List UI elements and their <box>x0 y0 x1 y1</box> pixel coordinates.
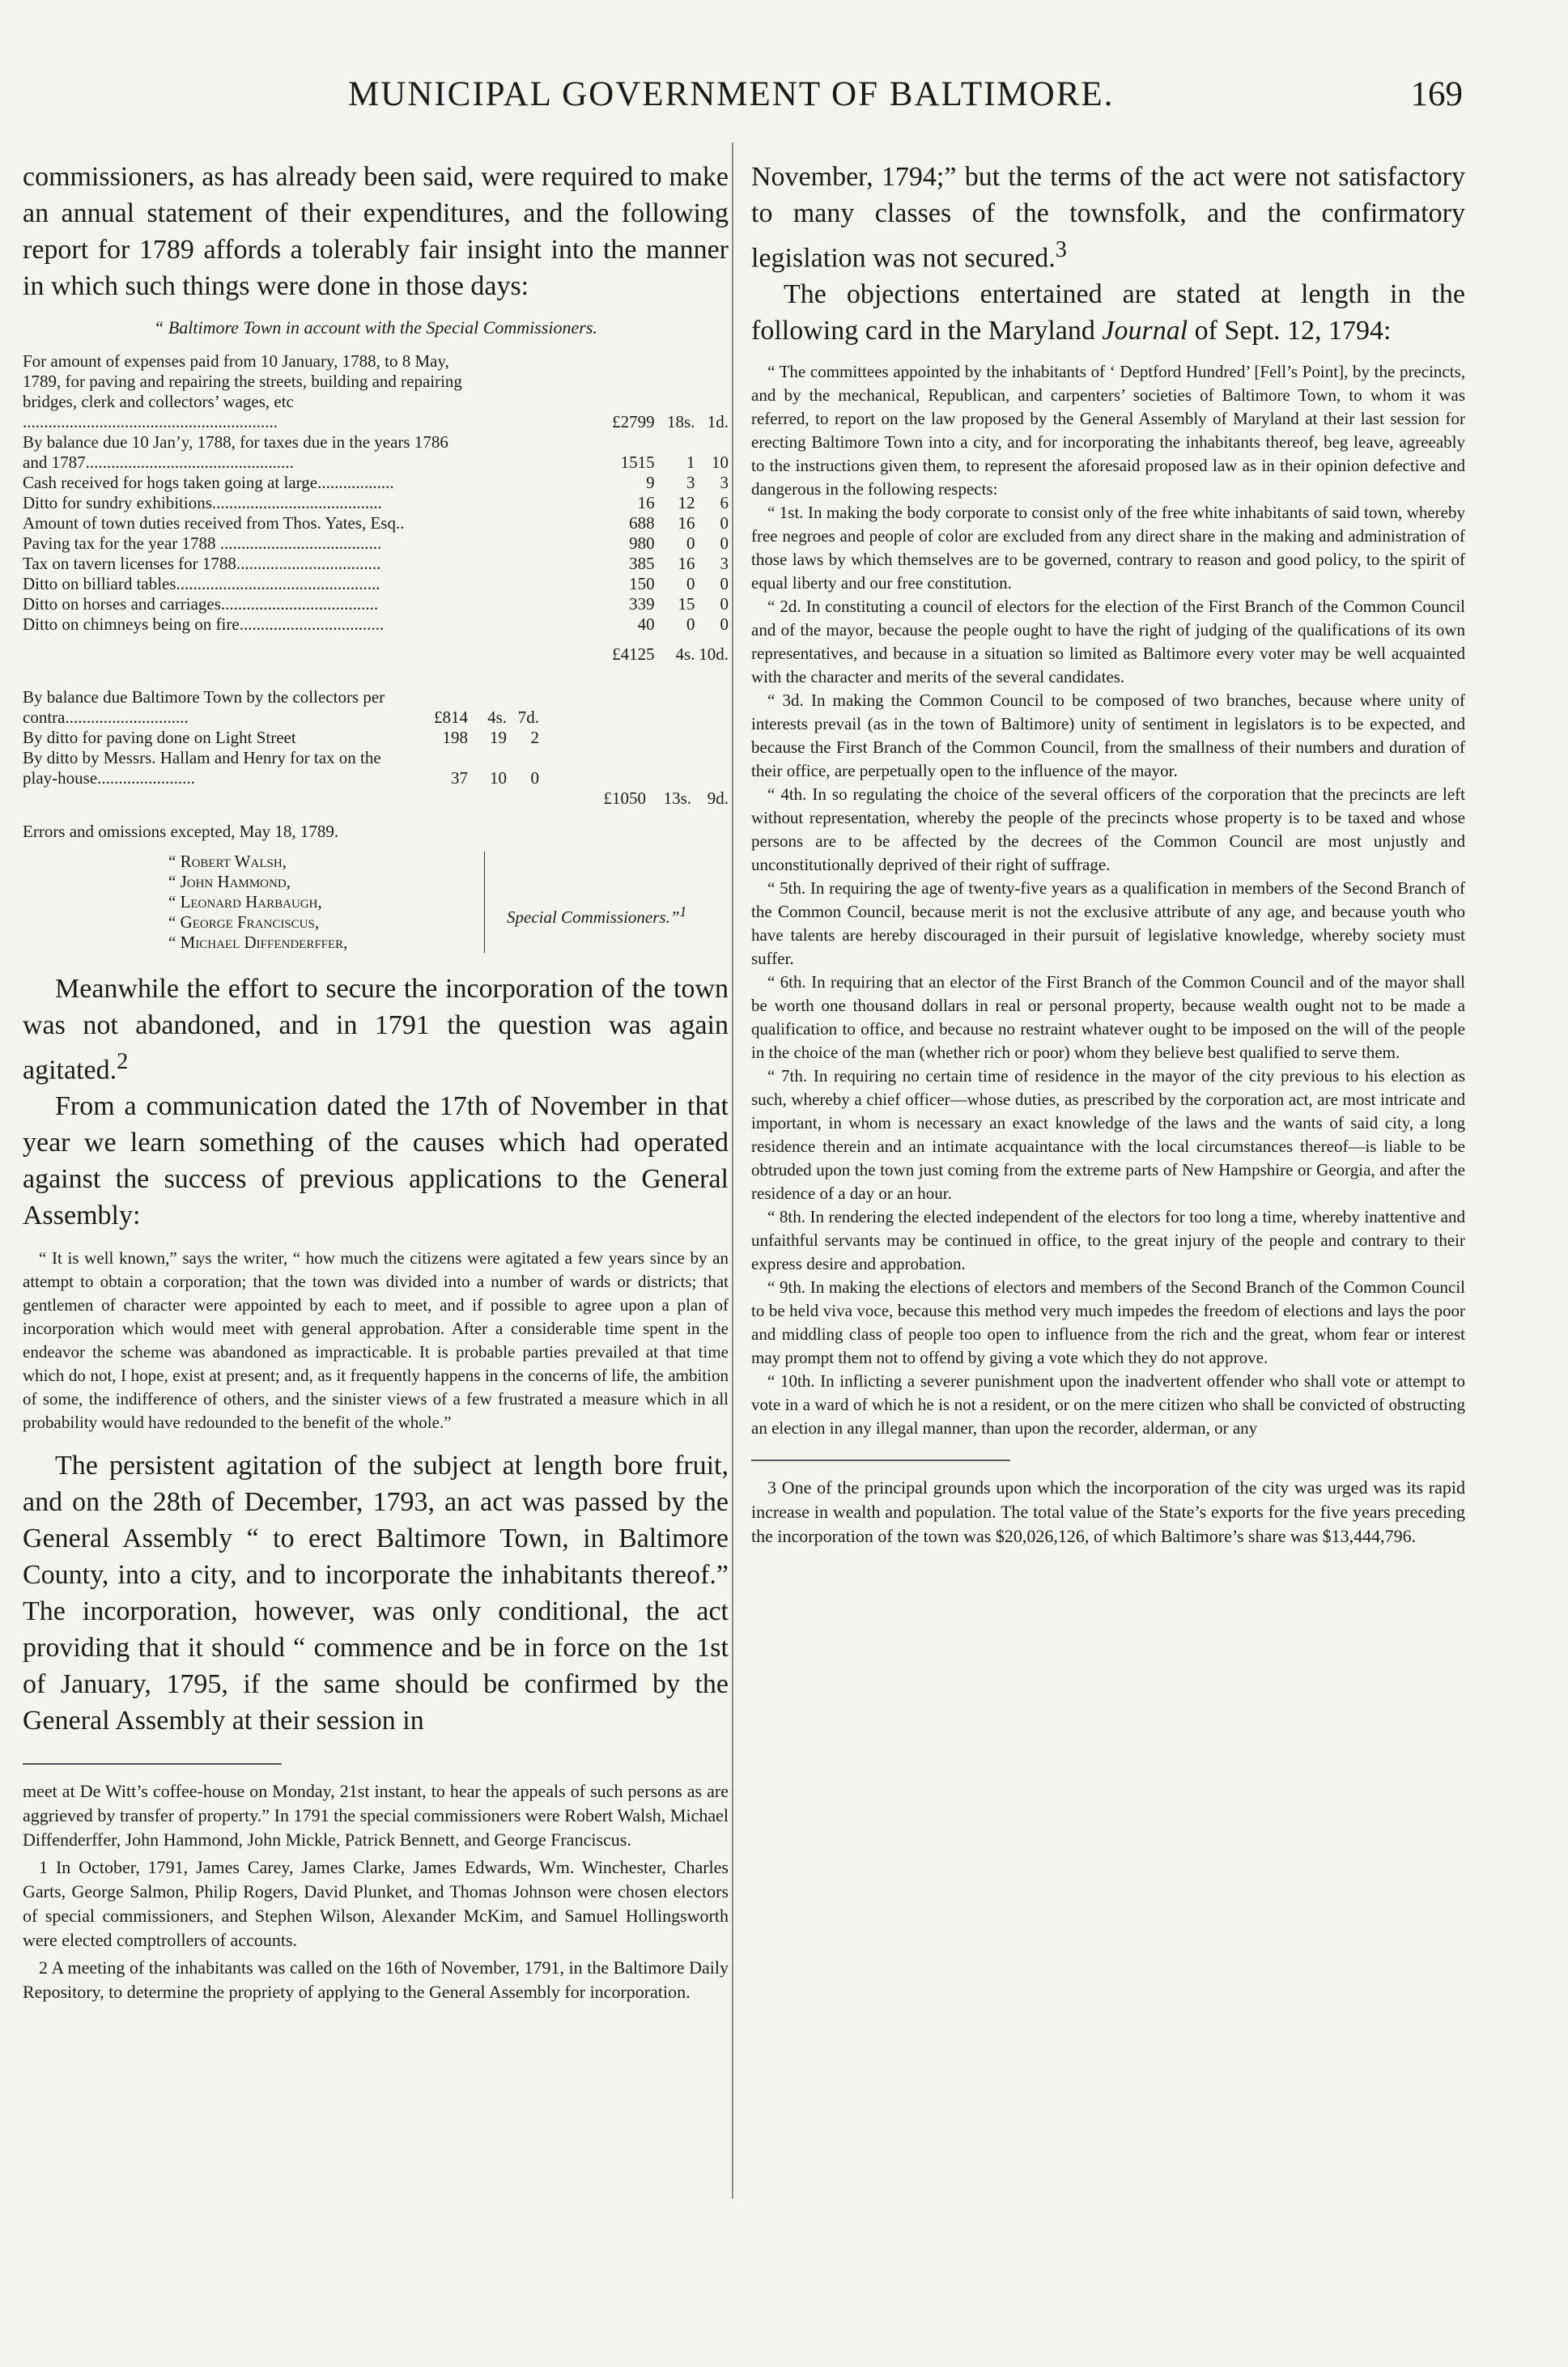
table-cell: 7d. <box>517 708 539 727</box>
signer-names <box>168 852 485 953</box>
table-cell <box>557 493 580 513</box>
card-paragraph: “ 5th. In requiring the age of twenty-five years as a qualification in members of the Second Branch of the Common Council, because merit is not the exclusive attribute of any age, and because youth who have talents are hereby discouraged in their pursuit of legislative knowledge, whereby society must suffer. <box>751 878 1465 969</box>
table-cell: 15 <box>678 594 695 614</box>
footnote: meet at De Witt’s coffee-house on Monday, 21st instant, to hear the appeals of such persons as are aggrieved by transfer of property.” In 1791 the special commissioners were Robert Walsh, Michael Diffenderffer, John Hammond, John Mickle, Patrick Bennett, and George Franciscus. <box>23 1780 729 1850</box>
table-cell <box>539 728 729 748</box>
table-row <box>23 432 729 473</box>
table-cell <box>557 644 580 665</box>
table-cell: 10 <box>712 453 729 472</box>
card-paragraph: “ The committees appointed by the inhabitants of ‘ Deptford Hundred’ [Fell’s Point], by the precincts, and by the mechanical, Republican, and carpenters’ societies of Baltimore Town, to whom it was referred, to report on the law proposed by the General Assembly of Maryland at their last session for erecting Baltimore Town into a city, and for incorporating the inhabitants thereof, beg leave, agreeably to the instructions given them, to represent the aforesaid proposed law as in their opinion defective and dangerous in the following respects: <box>751 362 1465 499</box>
block-quote: “ It is well known,” says the writer, “ how much the citizens were agitated a few years since by an attempt to obtain a corporation; that the town was divided into a number of wards or districts; that gentlemen of character were appointed by each to meet, and if possible to agree upon a plan of incorporation which would meet with general approbation. After a considerable time spent in the endeavor the scheme was abandoned as impracticable. It is probable parties prevailed at that time which do not, I hope, exist at present; and, as it frequently happens in the concerns of life, the ambition of some, the indifference of others, and the sinister views of a few frustrated a measure which in all probability would have redounded to the benefit of the whole.” <box>23 1248 729 1433</box>
table-cell: Paving tax for the year 1788 ...................................... <box>23 533 382 553</box>
report-title: “ Baltimore Town in account with the Special Commissioners. <box>154 317 597 338</box>
paragraph: The persistent agitation of the subject at length bore fruit, and on the 28th of December, 1793, an act was passed by the General Assembly “ to erect Baltimore Town, in Baltimore County, into a city, and to incorporate the inhabitants thereof.” The incorporation, however, was only conditional, the act providing that it should “ commence and be in force on the 1st of January, 1795, if the same should be confirmed by the General Assembly at their session in <box>23 1451 729 1736</box>
table-cell: 40 <box>637 614 655 634</box>
table-cell <box>557 533 580 554</box>
table-cell: 10d. <box>699 644 729 664</box>
table-cell: Ditto on chimneys being on fire.................................. <box>23 614 385 634</box>
table-cell <box>466 351 529 432</box>
table-cell: £814 <box>434 708 468 727</box>
table-row <box>23 351 729 432</box>
table-cell: £2799 <box>612 412 655 431</box>
table-cell <box>529 594 557 614</box>
table-cell <box>466 513 529 533</box>
table-cell <box>557 574 580 594</box>
table-cell: 0 <box>720 574 729 593</box>
table-cell: 16 <box>678 513 695 533</box>
table-cell <box>23 644 466 665</box>
footnote-rule <box>23 1763 282 1765</box>
running-title: MUNICIPAL GOVERNMENT OF BALTIMORE. <box>348 75 1115 113</box>
table-cell <box>529 644 557 665</box>
paragraph <box>751 276 1465 349</box>
table-cell <box>23 788 729 809</box>
paragraph: commissioners, as has already been said, were required to make an annual statement of their expenditures, and the following report for 1789 affords a tolerably fair insight into the manner in which such things were done in those days: <box>23 162 729 301</box>
card-paragraph: “ 7th. In requiring no certain time of residence in the mayor of the city previous to his election as such, whereby a chief officer—whose duties, as prescribed by the corporation act, are most intricate and important, in whom is necessary an exact knowledge of the laws and the wants of said city, a long residence therein and an intimate acquaintance with the local circumstances thereof—is liable to be obtruded upon the town just coming from the extreme parts of New Hampshire or Georgia, and after the residence of a day or an hour. <box>751 1066 1465 1204</box>
table-cell: 4s. <box>675 644 695 664</box>
signer-name: “ Leonard Harbaugh, <box>168 892 322 912</box>
card-paragraph: “ 9th. In making the elections of electors and members of the Second Branch of the Common Council to be held viva voce, because this method very much impedes the freedom of elections and lays the poor and middling class of people too open to influence from the rich and the great, whom fear or interest may prompt them not to offend by giving a vote which they do not approve. <box>751 1277 1465 1368</box>
table-cell: 688 <box>629 513 655 533</box>
table-cell <box>557 594 580 614</box>
table-cell: 3 <box>686 473 695 492</box>
table-cell: 198 <box>442 728 468 747</box>
signers-role <box>507 902 686 928</box>
table-cell: 18s. <box>667 412 695 431</box>
table-cell: For amount of expenses paid from 10 January, 1788, to 8 May, 1789, for paving and repairing the streets, building and repairing bridges, clerk and collectors’ wages, etc ............................................................ <box>23 351 462 431</box>
table-cell: Ditto on billiard tables................................................ <box>23 574 380 593</box>
table-cell <box>529 533 557 554</box>
table-cell: 0 <box>686 574 695 593</box>
footnote-ref: 1 <box>679 903 687 920</box>
balance-table <box>23 687 729 809</box>
signer-name: “ Michael Diffenderffer, <box>168 933 348 952</box>
table-cell <box>529 351 557 432</box>
card-paragraph: “ 8th. In rendering the elected independent of the electors for too long a time, whereby inattentive and unfaithful servants may be continued in office, to the great injury of the people and contrary to their express desire and approbation. <box>751 1207 1465 1274</box>
total-value: £1050 <box>603 788 646 808</box>
paragraph-text: Meanwhile the effort to secure the incorporation of the town was not abandoned, and in 1791 the question was again agitated. <box>23 974 729 1086</box>
table-cell: 980 <box>629 533 655 553</box>
table-cell <box>466 554 529 574</box>
table-cell <box>466 574 529 594</box>
table-cell <box>529 614 557 635</box>
table-cell <box>557 614 580 635</box>
table-row <box>23 533 729 554</box>
page-number: 169 <box>1410 75 1463 113</box>
footnote-ref: 3 <box>1055 237 1067 262</box>
table-cell: 3 <box>720 554 729 573</box>
total-value: 13s. <box>663 788 691 808</box>
journal-title: Journal <box>1102 316 1188 346</box>
table-row <box>23 473 729 493</box>
footnote-rule <box>751 1460 1010 1461</box>
table-cell: By balance due Baltimore Town by the collectors per contra............................. <box>23 687 385 727</box>
table-cell <box>539 748 729 788</box>
table-row <box>23 513 729 533</box>
table-cell <box>466 644 529 665</box>
table-cell: 385 <box>629 554 655 573</box>
table-cell: Ditto for sundry exhibitions........................................ <box>23 493 382 512</box>
table-cell <box>466 533 529 554</box>
table-cell: Amount of town duties received from Thos. Yates, Esq.. <box>23 513 405 533</box>
table-cell: Cash received for hogs taken going at large.................. <box>23 473 394 492</box>
footnote: 1 In October, 1791, James Carey, James Clarke, James Edwards, Wm. Winchester, Charles Garts, George Salmon, Philip Rogers, David Plunket, and Thomas Johnson were chosen electors of special commissioners, and Stephen Wilson, Alexander McKim, and Samuel Hollingsworth were elected comptrollers of accounts. <box>23 1856 729 1950</box>
table-cell: By ditto by Messrs. Hallam and Henry for tax on the play-house....................... <box>23 748 381 788</box>
table-row <box>23 728 729 748</box>
table-cell: Tax on tavern licenses for 1788.................................. <box>23 554 381 573</box>
table-cell: £4125 <box>612 644 655 664</box>
table-cell: 0 <box>686 533 695 553</box>
table-cell: 150 <box>629 574 655 593</box>
errors-line: Errors and omissions excepted, May 18, 1789. <box>23 822 339 841</box>
card-quote <box>751 360 1465 1440</box>
table-cell <box>529 574 557 594</box>
table-cell: By ditto for paving done on Light Street <box>23 728 296 747</box>
table-cell: 16 <box>678 554 695 573</box>
table-cell: 339 <box>629 594 655 614</box>
card-paragraph: “ 1st. In making the body corporate to consist only of the free white inhabitants of said town, whereby free negroes and people of color are excluded from any direct share in the making and administration of those laws by which themselves are to be governed, contrary to reason and good policy, to the spirit of equal liberty and our free constitution. <box>751 503 1465 593</box>
card-paragraph: “ 2d. In constituting a council of electors for the election of the First Branch of the Common Council and of the mayor, because the people ought to have the right of judging of the qualifications of its own representatives, and because in a situation so limited as Baltimore every voter may be well acquainted with the character and merits of the several candidates. <box>751 597 1465 687</box>
table-cell: 0 <box>720 594 729 614</box>
table-cell: 0 <box>530 768 539 788</box>
paragraph: From a communication dated the 17th of November in that year we learn something of the causes which had operated against the success of previous applications to the General Assembly: <box>23 1091 729 1231</box>
table-row <box>23 614 729 635</box>
table-cell: 19 <box>490 728 507 747</box>
table-cell <box>466 493 529 513</box>
card-paragraph: “ 4th. In so regulating the choice of the several officers of the corporation that the precincts are left without representation, whereby the people of the precincts whose property is to be taxed and whose persons are to be affected by the decrees of the Common Council are most unjustly and unconstitutionally deprived of their right of suffrage. <box>751 784 1465 875</box>
table-cell: By balance due 10 Jan’y, 1788, for taxes due in the years 1786 and 1787................................................. <box>23 432 448 472</box>
table-cell <box>529 473 557 493</box>
table-cell <box>557 432 580 473</box>
table-cell <box>529 554 557 574</box>
table-row <box>23 554 729 574</box>
table-row <box>23 687 729 728</box>
table-cell: 4s. <box>487 708 507 727</box>
running-header <box>0 74 1568 123</box>
table-cell: 2 <box>530 728 539 747</box>
table-row <box>23 594 729 614</box>
total-value: 9d. <box>707 788 729 808</box>
table-row <box>23 493 729 513</box>
table-cell <box>557 513 580 533</box>
table-cell: 16 <box>637 493 655 512</box>
table-row <box>23 635 729 644</box>
left-column <box>23 159 729 2004</box>
table-cell <box>539 687 729 728</box>
table-cell: Ditto on horses and carriages..................................... <box>23 594 379 614</box>
table-cell: 0 <box>686 614 695 634</box>
signer-name: “ John Hammond, <box>168 872 291 891</box>
signer-name: “ Robert Walsh, <box>168 852 287 871</box>
right-column <box>751 159 1465 1549</box>
table-cell: 9 <box>646 473 655 492</box>
table-cell <box>529 432 557 473</box>
table-cell <box>466 473 529 493</box>
table-cell: 1d. <box>707 412 729 431</box>
table-cell: 10 <box>490 768 507 788</box>
card-paragraph: “ 6th. In requiring that an elector of the First Branch of the Common Council and of the mayor shall be worth one thousand dollars in real or personal property, because wealth ought not to be made a qualification to office, and because no restraint whatever ought to be imposed on the will of the people in the choice of the man (whether rich or poor) whom they believe best qualified to serve them. <box>751 972 1465 1063</box>
total-row <box>23 788 729 809</box>
table-cell <box>466 432 529 473</box>
table-cell <box>466 614 529 635</box>
paragraph <box>751 159 1465 276</box>
table-cell: 0 <box>720 614 729 634</box>
table-cell <box>466 594 529 614</box>
paragraph-text: The objections entertained are stated at length in the following card in the Maryland <box>751 279 1465 346</box>
table-cell <box>557 554 580 574</box>
table-cell: 6 <box>720 493 729 512</box>
card-paragraph: “ 10th. In inflicting a severer punishment upon the inadvertent offender who shall vote or attempt to vote in a ward of which he is not a resident, or on the mere citizen who shall be convicted of obstructing an election in any illegal manner, than upon the recorder, alderman, or any <box>751 1371 1465 1438</box>
footnote-ref: 2 <box>117 1049 129 1074</box>
table-cell <box>557 351 580 432</box>
table-cell: 0 <box>720 533 729 553</box>
table-cell <box>529 493 557 513</box>
table-cell <box>557 473 580 493</box>
total-row <box>23 644 729 665</box>
footnote: 2 A meeting of the inhabitants was called on the 16th of November, 1791, in the Baltimore Daily Repository, to determine the propriety of applying to the General Assembly for incorporation. <box>23 1957 729 2002</box>
signers-block <box>23 852 729 953</box>
table-cell: 1515 <box>620 453 655 472</box>
table-row <box>23 574 729 594</box>
table-cell: 0 <box>720 513 729 533</box>
paragraph <box>23 971 729 1088</box>
signers-role-text: Special Commissioners.” <box>507 907 680 927</box>
column-divider <box>732 142 733 2199</box>
table-cell: 3 <box>720 473 729 492</box>
table-cell: 37 <box>451 768 468 788</box>
signer-name: “ George Franciscus, <box>168 912 320 932</box>
paragraph-text: of Sept. 12, 1794: <box>1188 316 1392 346</box>
card-paragraph: “ 3d. In making the Common Council to be composed of two branches, because where unity of interests prevail (as in the town of Baltimore) unity of sentiment in legislators is to be expected, and because the First Branch of the Common Council, from the smallness of their numbers and duration of their office, are perpetually open to the influence of the mayor. <box>751 691 1465 781</box>
account-table <box>23 351 729 665</box>
paragraph-text: November, 1794;” but the terms of the act were not satisfactory to many classes of the townsfolk, and the confirmatory legislation was not secured. <box>751 162 1465 274</box>
table-cell <box>529 513 557 533</box>
table-row <box>23 748 729 788</box>
table-cell: 1 <box>686 453 695 472</box>
table-cell: 12 <box>678 493 695 512</box>
footnote: 3 One of the principal grounds upon which the incorporation of the city was urged was its rapid increase in wealth and population. The total value of the State’s exports for the five years preceding the incorporation of the town was $20,026,126, of which Baltimore’s share was $13,444,796. <box>751 1477 1465 1546</box>
